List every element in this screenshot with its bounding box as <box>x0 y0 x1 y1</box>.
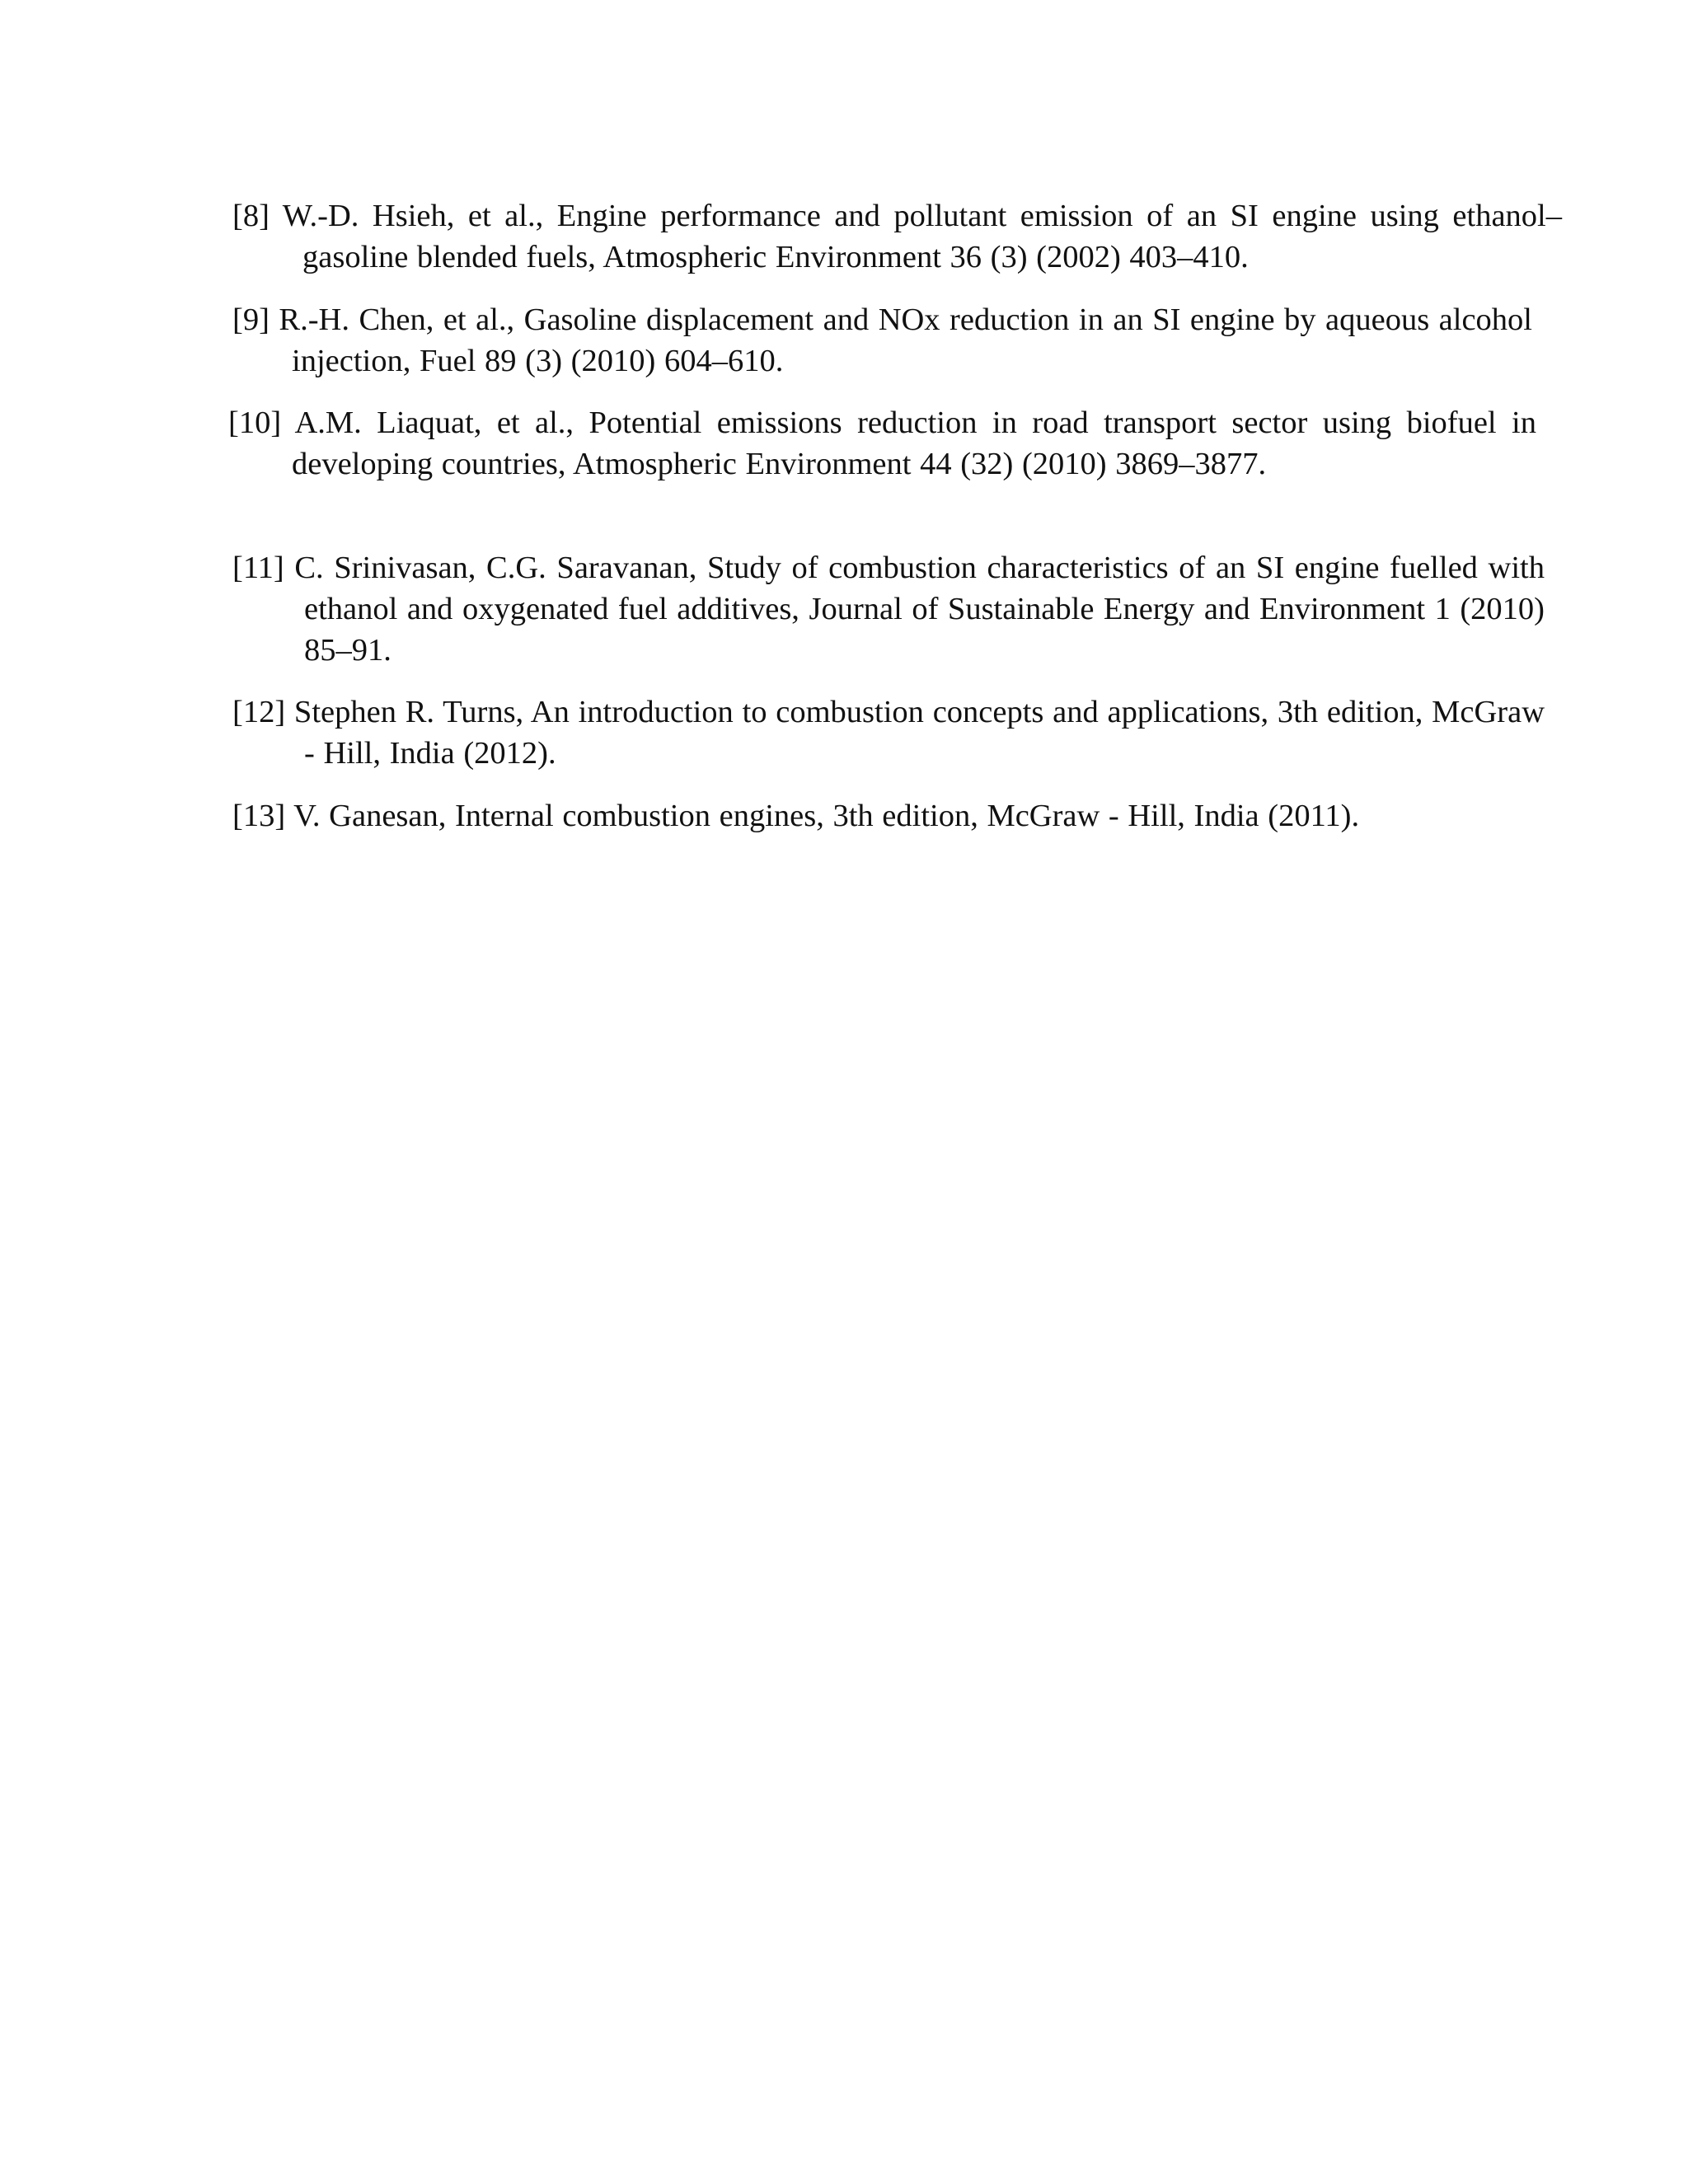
reference-item <box>228 402 1536 485</box>
reference-number: [12] <box>232 695 286 729</box>
reference-text: C. Srinivasan, C.G. Saravanan, Study of combustion characteristics of an SI engine fuelled with ethanol and oxygenated fuel additives, Journal of Sustainable Energy and Environment 1 (2010) 85–91. <box>294 551 1545 668</box>
reference-text: W.-D. Hsieh, et al., Engine performance and pollutant emission of an SI engine using ethanol–gasoline blended fuels, Atmospheric Environment 36 (3) (2002) 403–410. <box>282 199 1562 274</box>
reference-number: [10] <box>228 405 282 440</box>
reference-item <box>232 547 1545 671</box>
reference-item <box>232 195 1562 278</box>
reference-text: Stephen R. Turns, An introduction to combustion concepts and applications, 3th edition, McGraw - Hill, India (2012). <box>293 695 1545 771</box>
reference-number: [13] <box>232 799 286 833</box>
reference-item <box>232 691 1545 774</box>
reference-text: V. Ganesan, Internal combustion engines, 3th edition, McGraw - Hill, India (2011). <box>293 799 1360 833</box>
reference-number: [9] <box>232 302 270 337</box>
reference-item <box>232 299 1532 382</box>
reference-number: [11] <box>232 551 284 585</box>
reference-text: A.M. Liaquat, et al., Potential emissions reduction in road transport sector using biofuel in developing countries, Atmospheric Environment 44 (32) (2010) 3869–3877. <box>292 405 1536 481</box>
reference-item <box>232 795 1565 837</box>
reference-text: R.-H. Chen, et al., Gasoline displacement and NOx reduction in an SI engine by aqueous alcohol injection, Fuel 89 (3) (2010) 604–610. <box>279 302 1532 378</box>
reference-number: [8] <box>232 199 270 233</box>
